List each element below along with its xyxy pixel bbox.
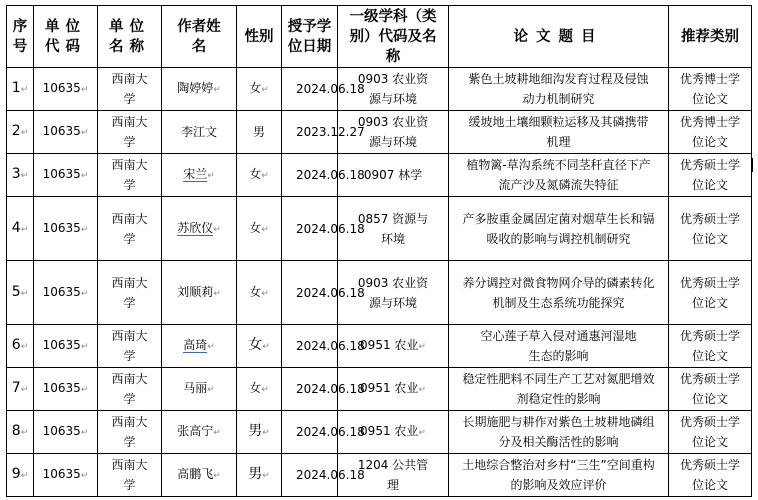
thesis-table — [6, 5, 752, 497]
cell-code: 10635↵ — [34, 411, 98, 454]
cell-date: 2024.06.18 — [282, 325, 338, 368]
header-gender: 性别 — [237, 6, 282, 68]
cell-gender: 男↵ — [237, 454, 282, 497]
cell-category: 优秀硕士学位论文 — [669, 154, 752, 197]
cell-code: 10635↵ — [34, 261, 98, 325]
cell-index: 4↵ — [7, 197, 34, 261]
cell-index: 2↵ — [7, 111, 34, 154]
cell-title: 植物篱-草沟系统不同茎秆直径下产流产沙及氮磷流失特征 — [449, 154, 669, 197]
cell-code: 10635↵ — [34, 197, 98, 261]
table-row — [7, 197, 752, 261]
cell-gender: 女↵ — [237, 261, 282, 325]
cell-title: 长期施肥与耕作对紫色土坡耕地磷组分及相关酶活性的影响 — [449, 411, 669, 454]
cell-date: 2024.06.18 — [282, 261, 338, 325]
cell-gender: 女↵ — [237, 154, 282, 197]
cell-unit: 西南大学 — [98, 197, 162, 261]
cell-title: 产多胺重金属固定菌对烟草生长和镉吸收的影响与调控机制研究 — [449, 197, 669, 261]
cell-title: 紫色土坡耕地细沟发育过程及侵蚀动力机制研究 — [449, 68, 669, 111]
table-row — [7, 368, 752, 411]
cell-author: 高琦↵ — [162, 325, 237, 368]
cell-gender: 女↵ — [237, 368, 282, 411]
cell-author: 张高宁↵ — [162, 411, 237, 454]
cell-date: 2024.06.18 — [282, 197, 338, 261]
cell-subject: 0951 农业↵ — [338, 368, 449, 411]
cell-index: 6↵ — [7, 325, 34, 368]
cell-author: 宋兰↵ — [162, 154, 237, 197]
header-title: 论文题目 — [449, 6, 669, 68]
cell-unit: 西南大学 — [98, 325, 162, 368]
cell-date: 2024.06.18 — [282, 411, 338, 454]
cell-category: 优秀硕士学位论文 — [669, 325, 752, 368]
cell-author: 马丽↵ — [162, 368, 237, 411]
text-cursor — [752, 158, 753, 172]
cell-author: 高鹏飞↵ — [162, 454, 237, 497]
header-code: 单位代码 — [34, 6, 98, 68]
cell-code: 10635↵ — [34, 325, 98, 368]
cell-date: 2024.06.18 — [282, 368, 338, 411]
cell-title: 土地综合整治对乡村“三生”空间重构的影响及效应评价 — [449, 454, 669, 497]
cell-index: 9↵ — [7, 454, 34, 497]
cell-gender: 女↵ — [237, 68, 282, 111]
cell-index: 7↵ — [7, 368, 34, 411]
header-date: 授予学位日期 — [282, 6, 338, 68]
cell-unit: 西南大学 — [98, 411, 162, 454]
cell-category: 优秀硕士学位论文 — [669, 411, 752, 454]
cell-date: 2024.06.18 — [282, 154, 338, 197]
cell-unit: 西南大学 — [98, 368, 162, 411]
cell-date: 2023.12.27 — [282, 111, 338, 154]
cell-author: 陶婷婷↵ — [162, 68, 237, 111]
cell-category: 优秀博士学位论文 — [669, 111, 752, 154]
cell-code: 10635↵ — [34, 368, 98, 411]
cell-code: 10635↵ — [34, 154, 98, 197]
cell-unit: 西南大学 — [98, 111, 162, 154]
header-unit: 单位名称 — [98, 6, 162, 68]
cell-subject: 0951 农业↵ — [338, 411, 449, 454]
cell-gender: 男 — [237, 111, 282, 154]
header-subject: 一级学科（类别）代码及名称 — [338, 6, 449, 68]
cell-code: 10635↵ — [34, 111, 98, 154]
cell-unit: 西南大学 — [98, 68, 162, 111]
cell-code: 10635↵ — [34, 454, 98, 497]
cell-subject: 0903 农业资源与环境 — [338, 261, 449, 325]
cell-title: 养分调控对微食物网介导的磷素转化机制及生态系统功能探究 — [449, 261, 669, 325]
cell-category: 优秀硕士学位论文 — [669, 454, 752, 497]
cell-title: 稳定性肥料不同生产工艺对氮肥增效剂稳定性的影响 — [449, 368, 669, 411]
cell-category: 优秀博士学位论文 — [669, 68, 752, 111]
cell-index: 3↵ — [7, 154, 34, 197]
header-index: 序号 — [7, 6, 34, 68]
table-row — [7, 154, 752, 197]
cell-subject: 0857 资源与环境 — [338, 197, 449, 261]
header-category: 推荐类别 — [669, 6, 752, 68]
table-row — [7, 411, 752, 454]
cell-subject: 0907 林学 — [338, 154, 449, 197]
table-row — [7, 325, 752, 368]
cell-title: 缓坡地土壤细颗粒运移及其磷携带机理 — [449, 111, 669, 154]
cell-index: 8↵ — [7, 411, 34, 454]
cell-gender: 女↵ — [237, 197, 282, 261]
cell-author: 刘顺莉↵ — [162, 261, 237, 325]
cell-date: 2024.06.18 — [282, 454, 338, 497]
cell-category: 优秀硕士学位论文 — [669, 197, 752, 261]
header-author: 作者姓名 — [162, 6, 237, 68]
cell-code: 10635↵ — [34, 68, 98, 111]
cell-category: 优秀硕士学位论文 — [669, 261, 752, 325]
table-row — [7, 68, 752, 111]
cell-subject: 0903 农业资源与环境 — [338, 68, 449, 111]
cell-unit: 西南大学 — [98, 154, 162, 197]
cell-author: 李江文 — [162, 111, 237, 154]
table-row — [7, 261, 752, 325]
cell-subject: 1204 公共管理 — [338, 454, 449, 497]
cell-gender: 女↵ — [237, 325, 282, 368]
cell-gender: 男↵ — [237, 411, 282, 454]
cell-date: 2024.06.18 — [282, 68, 338, 111]
header-row — [7, 6, 752, 68]
cell-unit: 西南大学 — [98, 261, 162, 325]
cell-category: 优秀硕士学位论文 — [669, 368, 752, 411]
cell-author: 苏欣仪↵ — [162, 197, 237, 261]
cell-unit: 西南大学 — [98, 454, 162, 497]
table-row — [7, 454, 752, 497]
cell-subject: 0951 农业↵ — [338, 325, 449, 368]
cell-title: 空心莲子草入侵对通惠河湿地生态的影响 — [449, 325, 669, 368]
cell-index: 1↵ — [7, 68, 34, 111]
cell-subject: 0903 农业资源与环境 — [338, 111, 449, 154]
table-row — [7, 111, 752, 154]
cell-index: 5↵ — [7, 261, 34, 325]
